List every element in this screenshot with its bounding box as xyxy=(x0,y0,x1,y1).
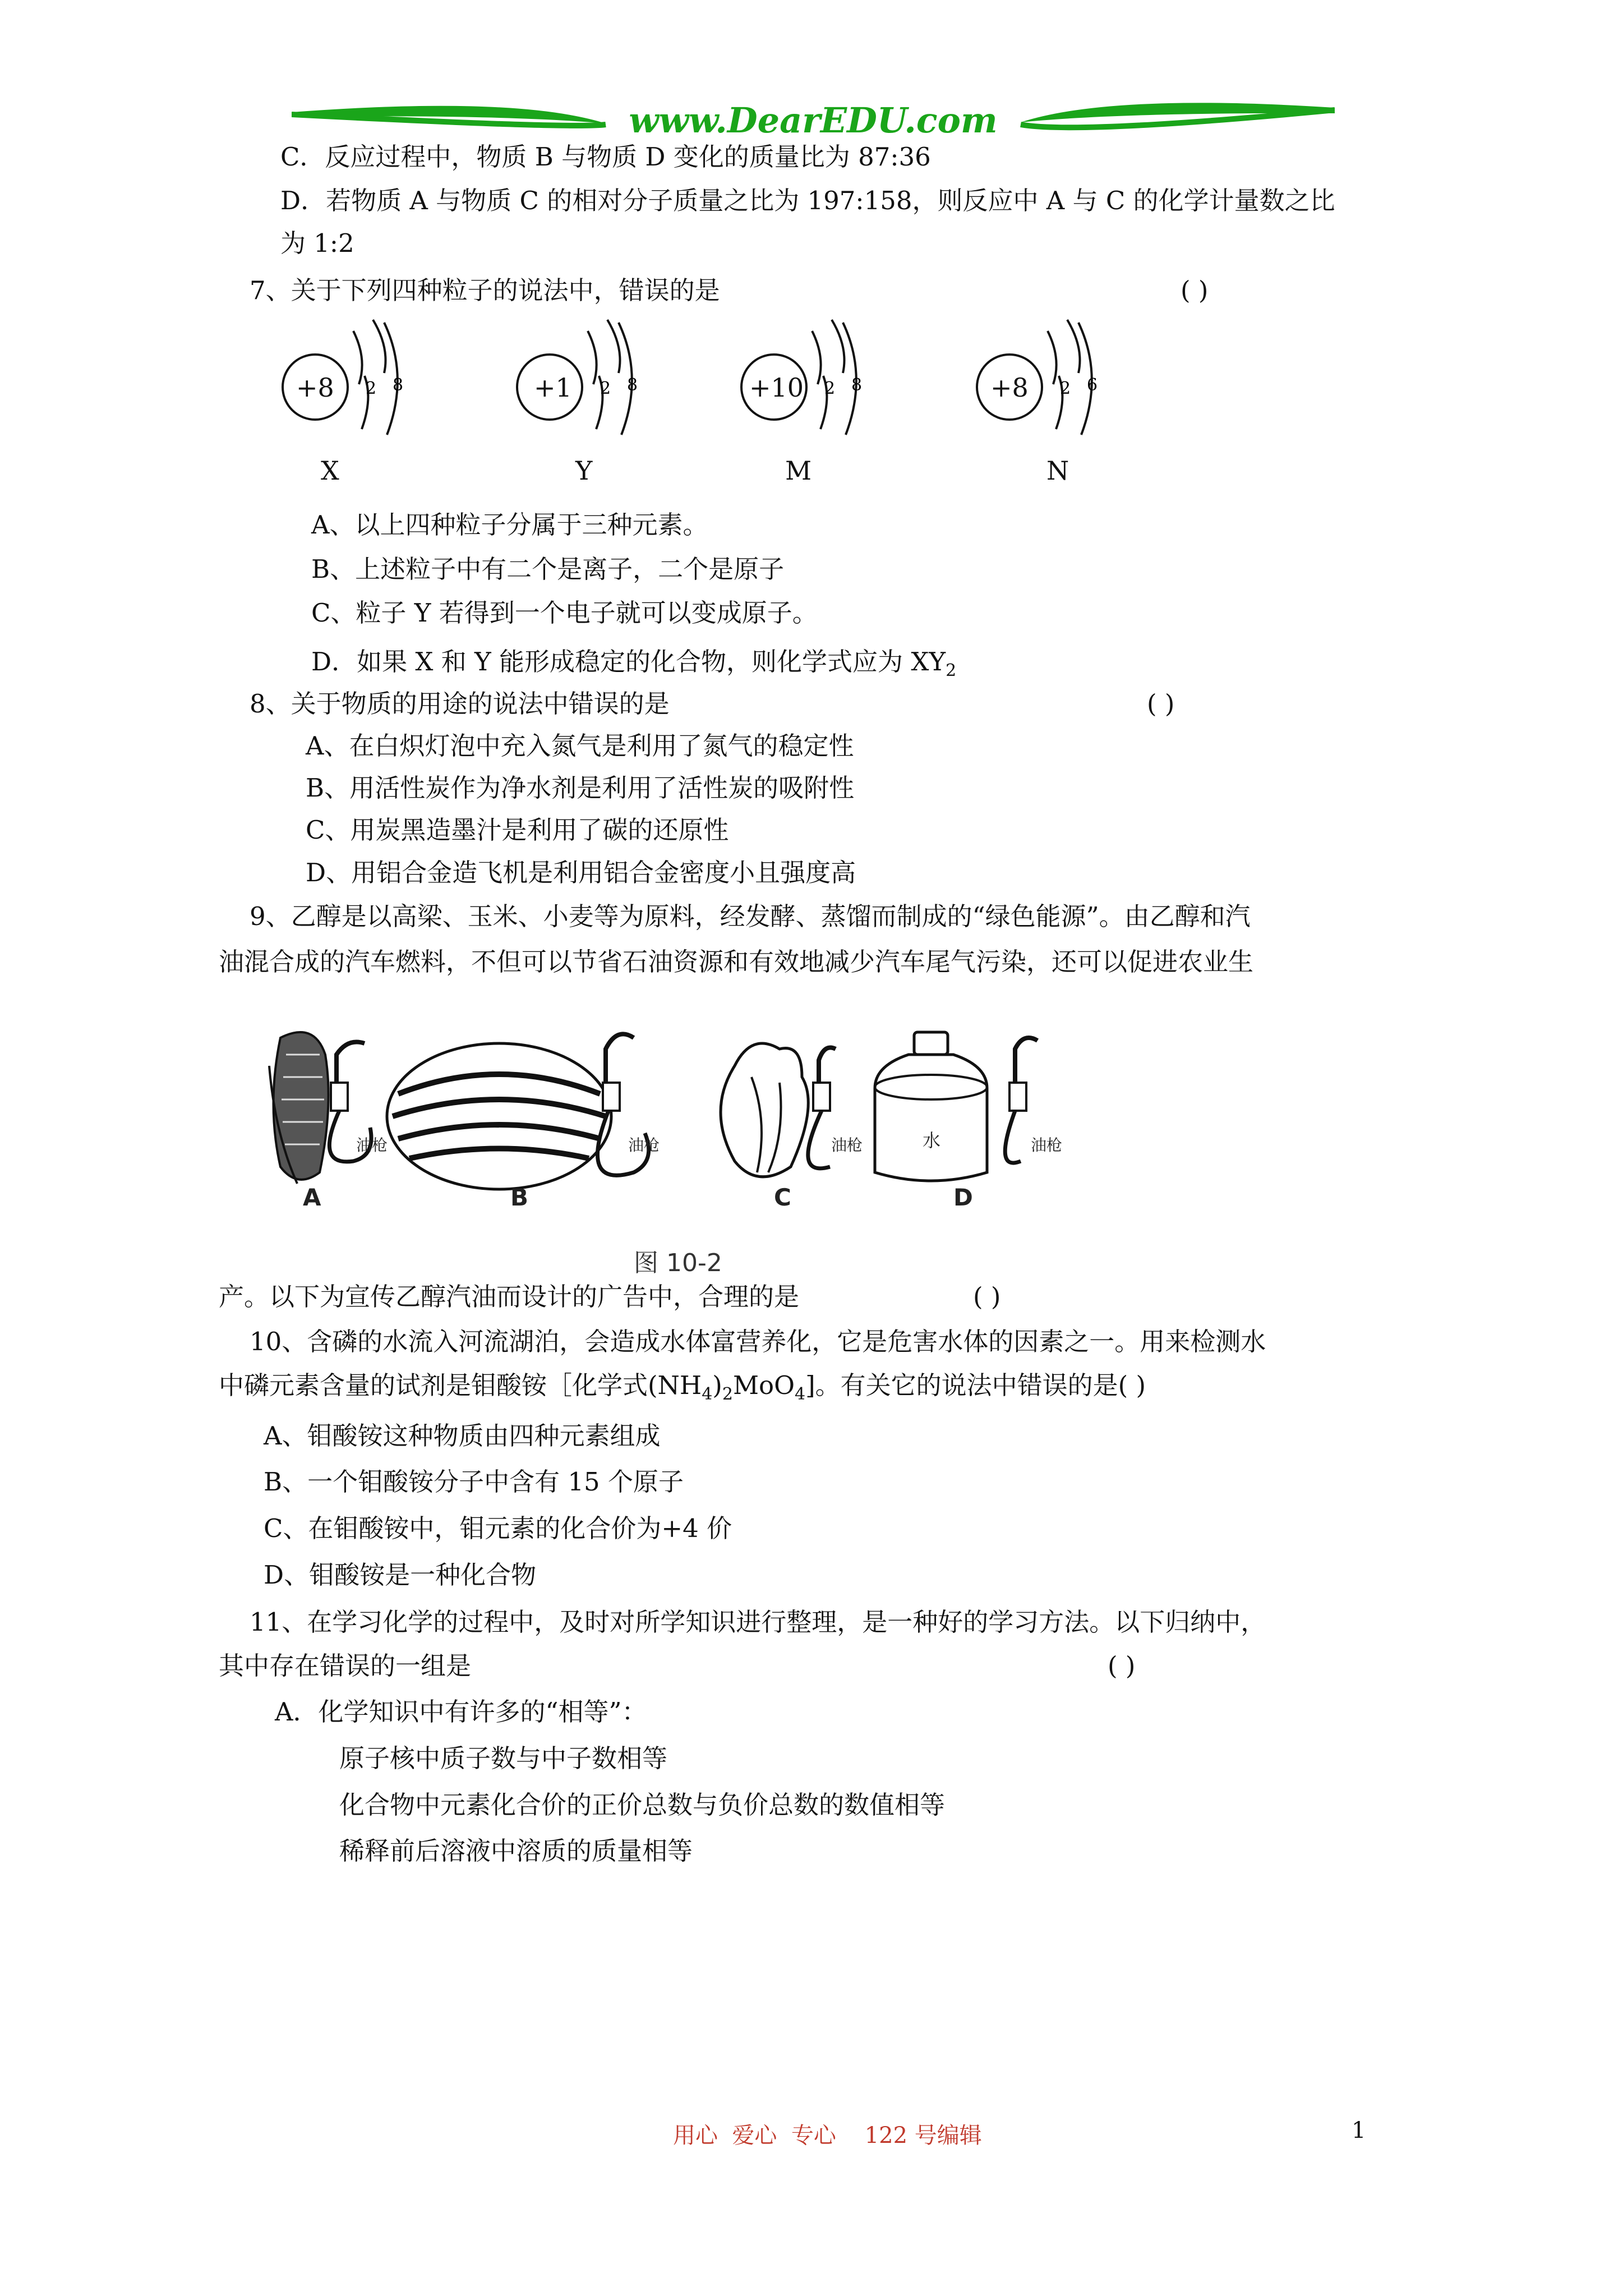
atom-m-charge: +10 xyxy=(749,372,804,403)
gun-label-a: 油枪 xyxy=(356,1136,388,1154)
svg-text:8: 8 xyxy=(627,375,638,395)
q10-option-a: A、钼酸铵这种物质由四种元素组成 xyxy=(264,1421,661,1451)
q7-answer-bracket[interactable]: ( ) xyxy=(1181,275,1209,305)
q7-option-d xyxy=(311,645,956,679)
q11-answer-bracket[interactable]: ( ) xyxy=(1108,1651,1136,1681)
atom-x-label: X xyxy=(321,455,339,486)
atom-n-label: N xyxy=(1046,455,1069,486)
q7-option-b: B、上述粒子中有二个是离子，二个是原子 xyxy=(311,554,785,584)
ethanol-ad-figure xyxy=(264,1021,1116,1279)
corn-icon xyxy=(269,1032,329,1184)
svg-text:2: 2 xyxy=(1060,379,1071,398)
q11-stem-line2: 其中存在错误的一组是 xyxy=(219,1651,472,1681)
q7-option-c: C、粒子 Y 若得到一个电子就可以变成原子。 xyxy=(311,598,818,628)
atom-y-charge: +1 xyxy=(534,372,572,403)
atom-n-charge: +8 xyxy=(990,372,1029,403)
atom-n xyxy=(975,314,1143,486)
q10-text-a: 中磷元素含量的试剂是钼酸铵［化学式(NH xyxy=(219,1370,702,1400)
q7-option-d-subscript: 2 xyxy=(946,661,957,680)
q10-sub-2: 2 xyxy=(722,1384,733,1404)
q11-option-a-item3: 稀释前后溶液中溶质的质量相等 xyxy=(339,1836,693,1866)
site-name[interactable]: www.DearEDU.com xyxy=(629,100,998,141)
svg-text:8: 8 xyxy=(393,375,404,395)
q6-option-d-line2: 为 1:2 xyxy=(280,228,354,258)
q10-text-e: MoO xyxy=(732,1370,795,1400)
figure-label-c: C xyxy=(774,1184,791,1211)
q8-option-a: A、在白炽灯泡中充入氮气是利用了氮气的稳定性 xyxy=(306,731,854,761)
q10-sub-1: 4 xyxy=(702,1384,713,1404)
q8-option-b: B、用活性炭作为净水剂是利用了活性炭的吸附性 xyxy=(306,773,855,803)
water-bottle-icon xyxy=(875,1032,987,1181)
q10-stem-line2 xyxy=(219,1369,1146,1402)
svg-text:2: 2 xyxy=(366,379,377,398)
figure-caption: 图 10-2 xyxy=(634,1249,722,1277)
atom-x xyxy=(280,314,449,486)
q11-option-a-item1: 原子核中质子数与中子数相等 xyxy=(339,1743,668,1773)
svg-text:2: 2 xyxy=(824,379,836,398)
figure-label-b: B xyxy=(510,1184,529,1211)
q7-option-a: A、以上四种粒子分属于三种元素。 xyxy=(311,510,708,540)
atom-diagrams xyxy=(280,314,1155,499)
q11-option-a: A．化学知识中有许多的“相等”： xyxy=(275,1697,647,1727)
figure-label-a: A xyxy=(303,1184,321,1211)
q8-stem: 8、关于物质的用途的说法中错误的是 xyxy=(250,689,670,719)
figure-label-d: D xyxy=(953,1184,973,1211)
q9-stem-line3: 产。以下为宣传乙醇汽油而设计的广告中，合理的是 xyxy=(219,1282,800,1312)
page-number: 1 xyxy=(1352,2118,1366,2143)
q11-option-a-item2: 化合物中元素化合价的正价总数与负价总数的数值相等 xyxy=(339,1790,946,1820)
q9-stem-line1: 9、乙醇是以高梁、玉米、小麦等为原料，经发酵、蒸馏而制成的“绿色能源”。由乙醇和汽 xyxy=(250,901,1251,931)
water-label: 水 xyxy=(923,1130,941,1151)
q10-text-c: ) xyxy=(712,1370,722,1400)
q8-option-d: D、用铝合金造飞机是利用铝合金密度小且强度高 xyxy=(306,858,856,887)
svg-text:8: 8 xyxy=(851,375,863,395)
gun-label-b: 油枪 xyxy=(628,1136,660,1154)
atom-m-label: M xyxy=(785,455,812,486)
atom-m xyxy=(739,314,907,486)
q10-option-d: D、钼酸铵是一种化合物 xyxy=(264,1560,537,1590)
q9-answer-bracket[interactable]: ( ) xyxy=(973,1282,1001,1312)
q10-text-g: ]。有关它的说法中错误的是( ) xyxy=(805,1370,1146,1400)
footer-text: 用心 爱心 专心 122 号编辑 xyxy=(673,2123,982,2148)
atom-x-charge: +8 xyxy=(296,372,334,403)
atom-y-label: Y xyxy=(575,455,593,486)
gun-label-c: 油枪 xyxy=(831,1136,863,1154)
q8-answer-bracket[interactable]: ( ) xyxy=(1147,689,1175,719)
q8-option-c: C、用炭黑造墨汁是利用了碳的还原性 xyxy=(306,815,729,845)
q7-stem: 7、关于下列四种粒子的说法中，错误的是 xyxy=(250,275,720,305)
ad-illustrations xyxy=(264,1021,1116,1206)
q10-option-c: C、在钼酸铵中，钼元素的化合价为+4 价 xyxy=(264,1513,732,1543)
q7-option-d-text: D．如果 X 和 Y 能形成稳定的化合物，则化学式应为 XY xyxy=(311,647,946,677)
q10-stem-line1: 10、含磷的水流入河流湖泊，会造成水体富营养化，它是危害水体的因素之一。用来检测水 xyxy=(250,1327,1266,1356)
gun-label-d: 油枪 xyxy=(1031,1136,1063,1154)
svg-text:2: 2 xyxy=(600,379,611,398)
atom-y xyxy=(515,314,683,486)
q9-stem-line2: 油混合成的汽车燃料，不但可以节省石油资源和有效地减少汽车尾气污染，还可以促进农业生 xyxy=(219,947,1254,977)
cabbage-icon xyxy=(721,1043,808,1177)
q6-option-c: C．反应过程中，物质 B 与物质 D 变化的质量比为 87:36 xyxy=(280,142,931,172)
q10-sub-3: 4 xyxy=(795,1384,806,1404)
q6-option-d-line1: D．若物质 A 与物质 C 的相对分子质量之比为 197:158，则反应中 A 与 C 的化学计量数之比 xyxy=(280,186,1335,215)
svg-text:6: 6 xyxy=(1087,375,1098,395)
q11-stem-line1: 11、在学习化学的过程中，及时对所学知识进行整理，是一种好的学习方法。以下归纳中， xyxy=(250,1607,1266,1637)
watermelon-icon xyxy=(387,1043,611,1189)
q10-option-b: B、一个钼酸铵分子中含有 15 个原子 xyxy=(264,1467,684,1497)
